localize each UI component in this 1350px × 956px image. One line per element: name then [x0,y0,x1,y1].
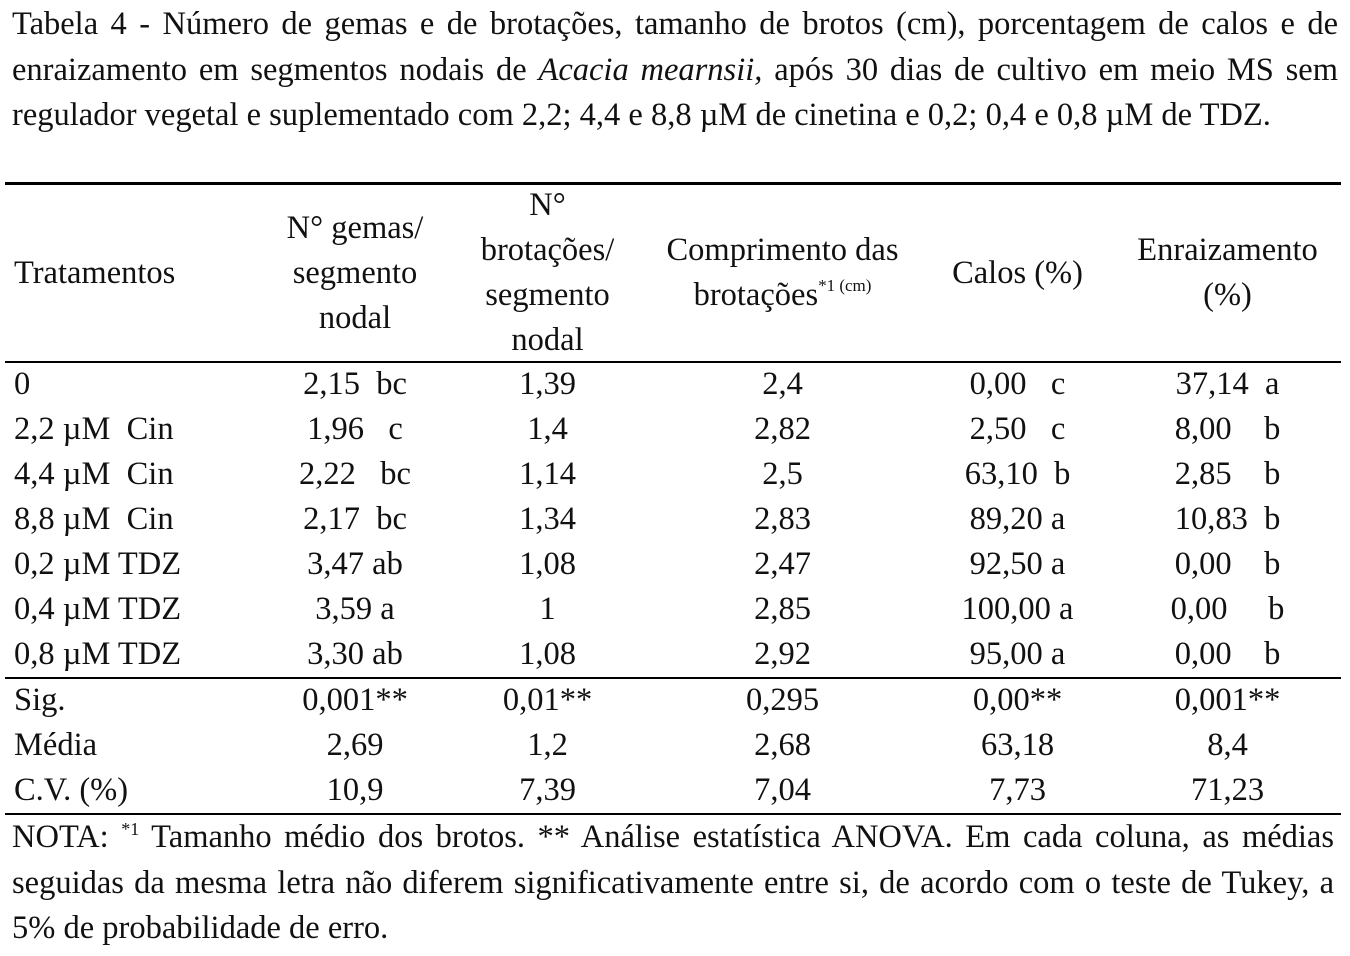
header-comprimento-label: brotações [693,277,819,313]
cell-treatment: 0,2 µM TDZ [14,546,182,582]
table-note [12,815,1334,952]
cell-brotacoes: 1 [539,591,556,627]
cell-calos: 63,18 [980,727,1055,763]
cell-enraizamento: 8,4 [1207,727,1248,763]
header-comprimento-footnote-mark: *1 (cm) [818,276,872,295]
header-gemas [265,185,445,361]
cell-calos: 63,10 b [964,456,1071,492]
note-text: Tamanho médio dos brotos. ** Análise estatística ANOVA. Em cada coluna, as médias seguidas da mesma letra não diferem significativamente entre si, de acordo com o teste de Tukey, a 5% de probabilidade de erro. [12,819,1334,946]
table-caption [12,2,1338,139]
cell-comprimento: 2,82 [754,411,811,447]
cell-comprimento: 2,85 [754,591,811,627]
header-brotacoes-line: segmento [485,277,610,313]
table-row [0,632,1350,677]
cell-comprimento: 2,92 [754,636,811,672]
cell-calos: 89,20 a [969,501,1066,537]
cell-gemas: 1,96 c [307,411,403,447]
header-calos [920,185,1115,361]
cell-brotacoes: 1,08 [519,636,576,672]
cell-treatment: Média [14,727,98,763]
cell-brotacoes: 1,39 [519,366,576,402]
cell-comprimento: 2,4 [762,366,803,402]
table-row [0,542,1350,587]
header-gemas-line: N° gemas/ [286,209,424,246]
cell-gemas: 2,17 bc [303,501,407,537]
cell-enraizamento: 0,00 b [1174,636,1281,672]
cell-comprimento: 2,47 [754,546,811,582]
note-prefix: NOTA: [12,819,122,855]
cell-brotacoes: 1,34 [519,501,576,537]
cell-enraizamento: 0,001** [1174,682,1281,718]
header-brotacoes-line: N° [529,187,566,223]
table-row [0,407,1350,452]
cell-gemas: 2,15 bc [303,366,407,402]
cell-enraizamento: 71,23 [1190,772,1265,808]
cell-calos: 2,50 c [969,411,1066,447]
cell-calos: 95,00 a [969,636,1066,672]
cell-gemas: 3,47 ab [307,546,403,582]
cell-comprimento: 7,04 [754,772,811,808]
cell-calos: 100,00 a [961,591,1074,627]
cell-gemas: 3,59 a [315,591,395,627]
table-row [0,362,1350,407]
stats-row [0,678,1350,723]
cell-brotacoes: 1,14 [519,456,576,492]
cell-brotacoes: 1,4 [527,411,568,447]
header-comprimento-line2 [667,273,899,318]
cell-enraizamento: 0,00 b [1174,546,1281,582]
cell-treatment: 4,4 µM Cin [14,456,174,492]
header-gemas-line: nodal [318,299,392,336]
cell-calos: 0,00 c [969,366,1066,402]
cell-treatment: 0,8 µM TDZ [14,636,182,672]
caption-text-end: após 30 dias de cultivo em meio MS sem regulador vegetal e suplementado com 2,2; 4,4 e 8,8 µM de cinetina e 0,2; 0,4 e 0,8 µM de TDZ. [12,51,1338,133]
table-row [0,497,1350,542]
cell-treatment: 8,8 µM Cin [14,501,174,537]
cell-comprimento: 0,295 [745,682,820,718]
cell-comprimento: 2,5 [762,456,803,492]
header-enraizamento-line: (%) [1203,277,1252,313]
caption-species-name: Acacia mearnsii, [538,51,763,88]
stats-row [0,768,1350,813]
cell-calos: 0,00** [972,682,1063,718]
header-comprimento-line1: Comprimento das [666,232,899,268]
caption-text-start: Tabela 4 - Número de gemas e de brotações, tamanho de brotos (cm), porcentagem de calos e de enraizamento em segmentos nodais de [12,6,1338,88]
cell-brotacoes: 1,08 [519,546,576,582]
cell-enraizamento: 0,00 b [1170,591,1285,627]
header-brotacoes-line: brotações/ [480,232,615,268]
cell-treatment: 2,2 µM Cin [14,411,174,447]
stats-row [0,723,1350,768]
cell-gemas: 2,22 bc [299,456,411,492]
cell-brotacoes: 1,2 [527,727,568,763]
cell-comprimento: 2,68 [754,727,811,763]
cell-enraizamento: 37,14 a [1175,366,1280,402]
cell-brotacoes: 7,39 [519,772,576,808]
cell-gemas: 0,001** [302,682,408,718]
cell-calos: 92,50 a [969,546,1066,582]
header-gemas-line: segmento [292,254,418,291]
table-row [0,452,1350,497]
cell-enraizamento: 10,83 b [1174,501,1281,537]
cell-enraizamento: 2,85 b [1174,456,1281,492]
cell-gemas: 10,9 [326,772,384,808]
cell-enraizamento: 8,00 b [1174,411,1281,447]
header-enraizamento-line: Enraizamento [1137,232,1318,268]
cell-comprimento: 2,83 [754,501,811,537]
cell-treatment: C.V. (%) [14,772,129,808]
header-brotacoes [455,185,640,361]
header-enraizamento [1120,185,1335,361]
header-brotacoes-line: nodal [511,322,584,358]
header-comprimento [650,185,915,361]
header-calos-label: Calos (%) [952,254,1083,291]
cell-treatment: 0 [14,366,31,402]
cell-treatment: Sig. [14,682,66,718]
cell-brotacoes: 0,01** [502,682,593,718]
header-tratamentos-label: Tratamentos [14,254,176,291]
header-tratamentos [14,185,175,361]
table-row [0,587,1350,632]
cell-gemas: 2,69 [326,727,384,763]
note-footnote-mark: *1 [121,819,140,839]
cell-calos: 7,73 [989,772,1046,808]
cell-treatment: 0,4 µM TDZ [14,591,182,627]
cell-gemas: 3,30 ab [307,636,403,672]
